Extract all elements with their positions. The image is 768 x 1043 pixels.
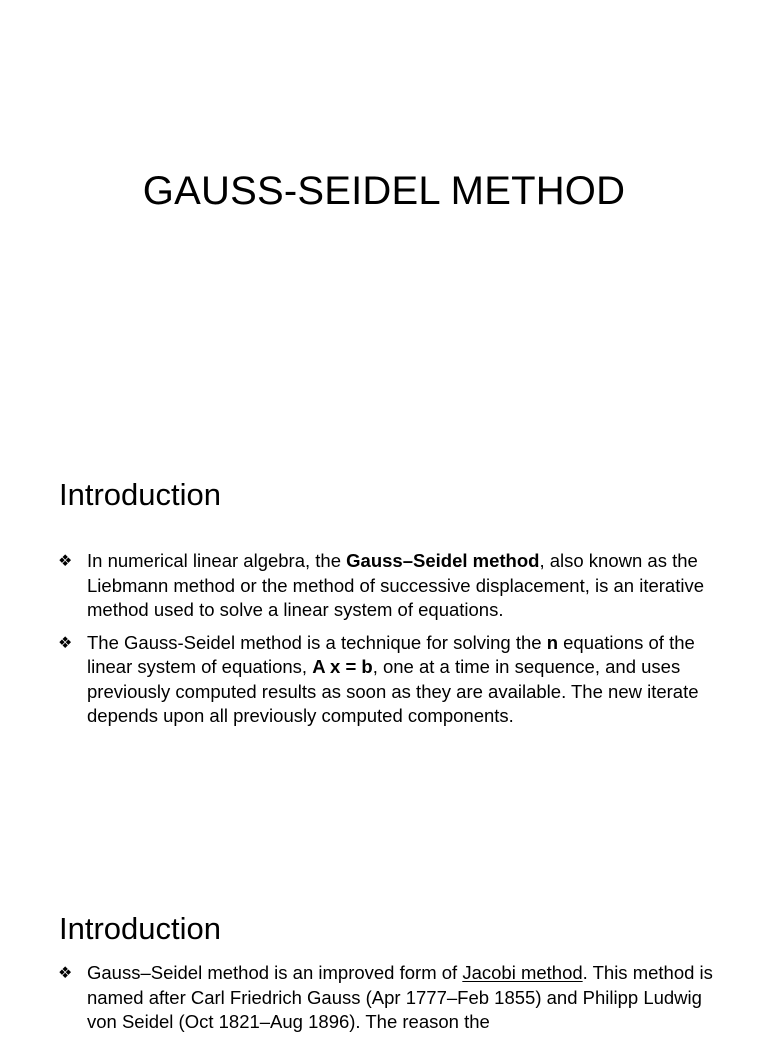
section-heading-introduction: Introduction (59, 477, 221, 512)
bullet-text: In numerical linear algebra, the (87, 550, 347, 571)
four-diamond-bullet-icon: ❖ (58, 632, 73, 652)
four-diamond-bullet-icon: ❖ (58, 963, 73, 982)
page-title: GAUSS-SEIDEL METHOD (142, 169, 626, 213)
bullet-list (58, 549, 718, 737)
bullet-bold-text: A x = b (312, 656, 373, 677)
list-item (58, 631, 718, 729)
jacobi-method-link[interactable]: Jacobi method (462, 962, 583, 983)
bullet-text: , also known as the Liebmann method or the method of successive displacement, is an iterative method used to solve a linear system of equations. (87, 550, 704, 620)
list-item (58, 961, 718, 1035)
bullet-bold-text: n (546, 631, 558, 653)
bullet-text: equations of the linear system of equations, (87, 631, 695, 677)
four-diamond-bullet-icon: ❖ (58, 551, 73, 570)
bullet-text: , one at a time in sequence, and uses previously computed results as soon as they are available. The new iterate depends upon all previously computed components. (87, 656, 699, 726)
section-heading-introduction: Introduction (59, 911, 221, 946)
bullet-bold-text: Gauss–Seidel method (346, 550, 540, 571)
bullet-text: . This method is named after Carl Friedrich Gauss (Apr 1777–Feb 1855) and Philipp Ludwig von Seidel (Oct 1821–Aug 1896). The reason the (87, 962, 713, 1032)
bullet-list (58, 961, 718, 1043)
list-item (58, 549, 718, 623)
bullet-text: The Gauss-Seidel method is a technique for solving the (87, 631, 547, 653)
bullet-text: Gauss–Seidel method is an improved form of (87, 962, 463, 983)
